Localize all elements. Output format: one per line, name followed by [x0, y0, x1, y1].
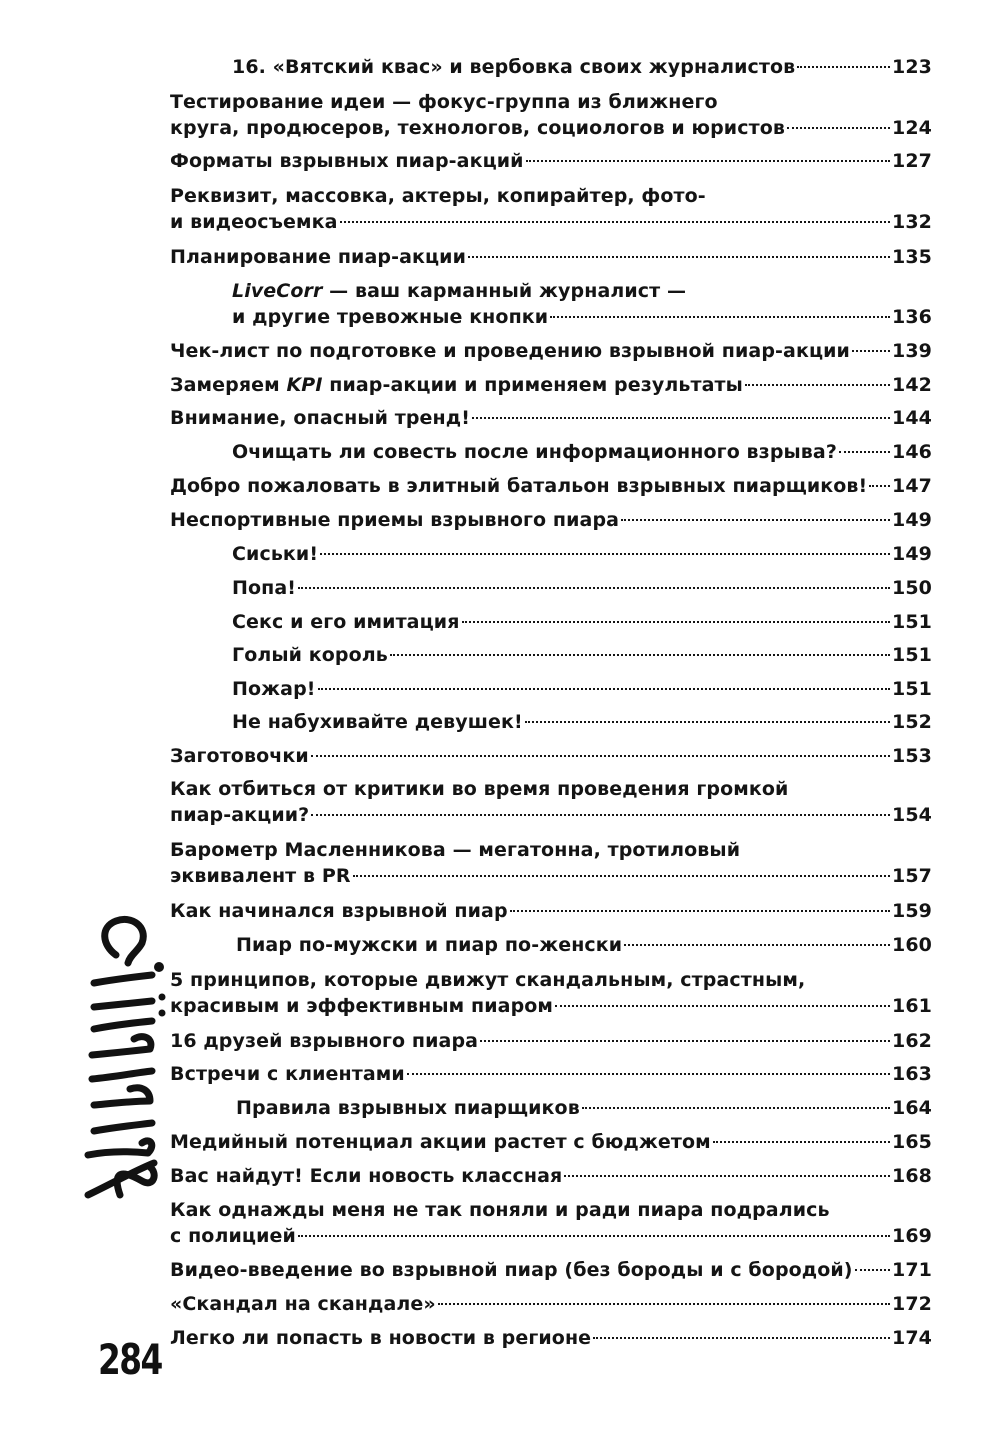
toc-entry [170, 743, 932, 769]
toc-entry-title-line: — ваш карманный журналист — [322, 280, 687, 302]
toc-entry-title: с полицией [170, 1225, 296, 1247]
toc-entry [170, 1028, 932, 1054]
toc-entry [232, 676, 932, 702]
toc-entry-title: красивым и эффективным пиаром [170, 995, 554, 1017]
toc-entry [170, 405, 932, 431]
toc-entry-title: Пожар! [232, 678, 316, 700]
toc-entry-page: 123 [892, 56, 932, 78]
toc-entry-page: 149 [892, 543, 932, 565]
toc-entry-page: 151 [892, 644, 932, 666]
toc-entry-page: 151 [892, 611, 932, 633]
toc-entry [170, 776, 932, 828]
toc-entry-page: 164 [892, 1097, 932, 1119]
running-head-logo [58, 905, 178, 1205]
toc-entry [232, 709, 932, 735]
toc-entry [232, 54, 932, 80]
toc-entry-title: пиар-акции? [170, 804, 310, 826]
toc-entry [236, 932, 932, 958]
toc-entry-page: 136 [892, 306, 932, 328]
toc-entry [170, 967, 932, 1019]
toc-entry-title: Заготовочки [170, 745, 309, 767]
toc-entry [170, 372, 932, 398]
toc-entry-title: Сиськи! [232, 543, 319, 565]
toc-entry-title: пиар-акции и применяем результаты [322, 374, 743, 396]
toc-entry-page: 172 [892, 1293, 932, 1315]
toc-entry-title: и другие тревожные кнопки [232, 306, 549, 328]
toc-entry-page: 163 [892, 1063, 932, 1085]
toc-entry-title: эквивалент в PR [170, 865, 351, 887]
toc-entry-title-line: Как однажды меня не так поняли и ради пиара подрались [170, 1199, 830, 1221]
toc-entry [170, 1257, 932, 1283]
toc-entry-title-line: Как отбиться от критики во время проведения громкой [170, 778, 789, 800]
toc-entry-page: 144 [892, 407, 932, 429]
toc-entry [170, 1325, 932, 1351]
toc-entry-page: 152 [892, 711, 932, 733]
toc-entry-title: Очищать ли совесть после информационного взрыва? [232, 441, 837, 463]
toc-entry-page: 157 [892, 865, 932, 887]
page-number: 284 [98, 1335, 162, 1384]
toc-entry-title: Секс и его имитация [232, 611, 460, 633]
toc-entry-title: Замеряем [170, 374, 287, 396]
toc-entry [170, 1163, 932, 1189]
toc-entry-page: 146 [892, 441, 932, 463]
toc-entry-page: 127 [892, 150, 932, 172]
toc-entry-page: 151 [892, 678, 932, 700]
toc-entry-page: 147 [892, 475, 932, 497]
toc-entry-page: 161 [892, 995, 932, 1017]
toc-entry-page: 159 [892, 900, 932, 922]
toc-entry-page: 154 [892, 804, 932, 826]
toc-entry-title: Видео-введение во взрывной пиар (без бороды и с бородой) [170, 1259, 853, 1281]
toc-entry [232, 609, 932, 635]
toc-entry [170, 244, 932, 270]
toc-entry-title: Медийный потенциал акции растет с бюджетом [170, 1131, 711, 1153]
toc-entry-title: Форматы взрывных пиар-акций [170, 150, 524, 172]
toc-entry [232, 541, 932, 567]
toc-entry [170, 89, 932, 141]
toc-entry-page: 124 [892, 117, 932, 139]
toc-entry-title: Добро пожаловать в элитный батальон взрывных пиарщиков! [170, 475, 868, 497]
toc-entry-title: и видеосъемка [170, 211, 338, 233]
toc-entry [170, 338, 932, 364]
toc-entry-title: Внимание, опасный тренд! [170, 407, 470, 429]
toc-entry-title: круга, продюсеров, технологов, социологов и юристов [170, 117, 785, 139]
toc-entry-title: Правила взрывных пиарщиков [236, 1097, 580, 1119]
toc-entry [232, 439, 932, 465]
toc-entry-page: 168 [892, 1165, 932, 1187]
toc-entry-title: Вас найдут! Если новость классная [170, 1165, 563, 1187]
toc-entry-page: 171 [892, 1259, 932, 1281]
toc-entry-title-line: 5 принципов, которые движут скандальным, страстным, [170, 969, 806, 991]
toc-entry [232, 642, 932, 668]
toc-entry [170, 473, 932, 499]
toc-entry [170, 1061, 932, 1087]
toc-entry [236, 1095, 932, 1121]
toc-entry-title-line: Реквизит, массовка, актеры, копирайтер, фото- [170, 185, 706, 207]
toc-entry-page: 153 [892, 745, 932, 767]
toc-entry-title: Не набухивайте девушек! [232, 711, 523, 733]
toc-entry [170, 1291, 932, 1317]
toc-entry-page: 174 [892, 1327, 932, 1349]
toc-entry-page: 160 [892, 934, 932, 956]
toc-entry-title: Попа! [232, 577, 297, 599]
toc-entry [232, 278, 932, 330]
toc-entry [170, 1197, 932, 1249]
toc-entry-title: Встречи с клиентами [170, 1063, 405, 1085]
toc-entry [232, 575, 932, 601]
toc-entry [170, 183, 932, 235]
toc-entry-title: Пиар по-мужски и пиар по-женски [236, 934, 623, 956]
toc-entry-title-italic: KPI [286, 374, 323, 396]
toc-entry-title: 16 друзей взрывного пиара [170, 1030, 479, 1052]
toc-entry-page: 162 [892, 1030, 932, 1052]
toc-entry-page: 169 [892, 1225, 932, 1247]
toc-entry-title: Легко ли попасть в новости в регионе [170, 1327, 592, 1349]
toc-entry-title: 16. «Вятский квас» и вербовка своих журналистов [232, 56, 796, 78]
toc-entry-page: 135 [892, 246, 932, 268]
toc-entry [170, 507, 932, 533]
toc-entry [170, 837, 932, 889]
toc-entry [170, 148, 932, 174]
toc-entry-title: Планирование пиар-акции [170, 246, 466, 268]
toc-entry-title: Как начинался взрывной пиар [170, 900, 508, 922]
toc-entry-title-line: Барометр Масленникова — мегатонна, тротиловый [170, 839, 741, 861]
toc-entry [170, 898, 932, 924]
toc-entry-page: 150 [892, 577, 932, 599]
toc-entry-title: «Скандал на скандале» [170, 1293, 436, 1315]
toc-entry-page: 132 [892, 211, 932, 233]
toc-entry-page: 149 [892, 509, 932, 531]
toc-entry-page: 165 [892, 1131, 932, 1153]
toc-entry-title: Неспортивные приемы взрывного пиара [170, 509, 620, 531]
toc-entry-title: Чек-лист по подготовке и проведению взрывной пиар-акции [170, 340, 850, 362]
toc-entry-title-italic: LiveCorr [232, 280, 323, 302]
toc-entry-title: Голый король [232, 644, 388, 666]
toc-entry [170, 1129, 932, 1155]
toc-entry-title-line: Тестирование идеи — фокус-группа из ближнего [170, 91, 718, 113]
toc-entry-page: 142 [892, 374, 932, 396]
toc-entry-page: 139 [892, 340, 932, 362]
